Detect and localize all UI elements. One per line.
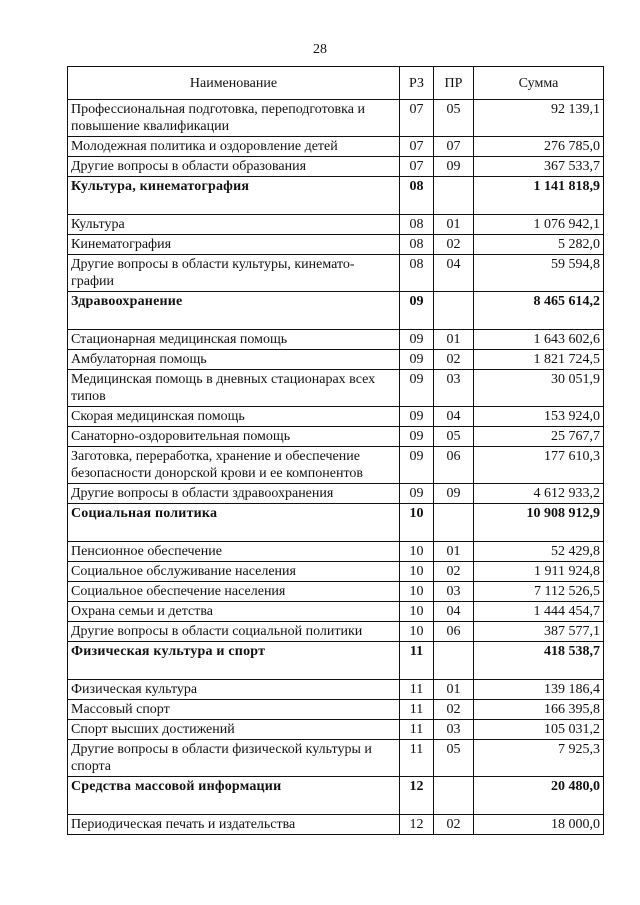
row-name-cell: Санаторно-оздоровительная помощь <box>68 427 400 447</box>
row-rz-cell: 11 <box>400 740 434 777</box>
row-rz-cell: 08 <box>400 177 434 215</box>
row-name-cell: Культура <box>68 215 400 235</box>
row-sum-cell: 59 594,8 <box>474 255 604 292</box>
row-name-cell: Пенсионное обеспечение <box>68 542 400 562</box>
row-rz-cell: 09 <box>400 407 434 427</box>
row-name-cell: Социальное обеспечение населения <box>68 582 400 602</box>
table-row <box>68 407 604 427</box>
row-rz-cell: 07 <box>400 157 434 177</box>
row-pr-cell: 02 <box>434 350 474 370</box>
row-name-cell: Медицинская помощь в дневных стационарах всех типов <box>68 370 400 407</box>
row-pr-cell: 05 <box>434 100 474 137</box>
row-rz-cell: 11 <box>400 642 434 680</box>
row-sum-cell: 5 282,0 <box>474 235 604 255</box>
row-sum-cell: 1 643 602,6 <box>474 330 604 350</box>
row-rz-cell: 10 <box>400 602 434 622</box>
row-name-cell: Амбулаторная помощь <box>68 350 400 370</box>
row-sum-cell: 20 480,0 <box>474 777 604 815</box>
table-row <box>68 137 604 157</box>
table-row <box>68 700 604 720</box>
section-row <box>68 777 604 815</box>
table-row <box>68 330 604 350</box>
row-sum-cell: 387 577,1 <box>474 622 604 642</box>
row-sum-cell: 30 051,9 <box>474 370 604 407</box>
row-name-cell: Спорт высших достижений <box>68 720 400 740</box>
table-row <box>68 350 604 370</box>
row-rz-cell: 11 <box>400 720 434 740</box>
row-sum-cell: 52 429,8 <box>474 542 604 562</box>
row-pr-cell <box>434 642 474 680</box>
row-rz-cell: 10 <box>400 582 434 602</box>
table-row <box>68 447 604 484</box>
row-rz-cell: 07 <box>400 137 434 157</box>
row-pr-cell: 09 <box>434 157 474 177</box>
row-pr-cell: 01 <box>434 330 474 350</box>
row-name-cell: Периодическая печать и издательства <box>68 815 400 835</box>
section-row <box>68 177 604 215</box>
row-sum-cell: 166 395,8 <box>474 700 604 720</box>
table-row <box>68 542 604 562</box>
table-row <box>68 235 604 255</box>
row-pr-cell: 05 <box>434 427 474 447</box>
row-sum-cell: 8 465 614,2 <box>474 292 604 330</box>
section-row <box>68 504 604 542</box>
table-header-row <box>68 67 604 100</box>
row-name-cell: Средства массовой информации <box>68 777 400 815</box>
row-pr-cell: 06 <box>434 622 474 642</box>
row-sum-cell: 7 925,3 <box>474 740 604 777</box>
row-pr-cell: 03 <box>434 370 474 407</box>
row-name-cell: Социальная политика <box>68 504 400 542</box>
table-row <box>68 255 604 292</box>
row-name-cell: Другие вопросы в области физической культуры и спорта <box>68 740 400 777</box>
table-row <box>68 100 604 137</box>
row-pr-cell <box>434 504 474 542</box>
row-sum-cell: 153 924,0 <box>474 407 604 427</box>
row-name-cell: Физическая культура и спорт <box>68 642 400 680</box>
row-rz-cell: 09 <box>400 350 434 370</box>
table-row <box>68 815 604 835</box>
table-row <box>68 680 604 700</box>
row-sum-cell: 25 767,7 <box>474 427 604 447</box>
row-rz-cell: 10 <box>400 542 434 562</box>
row-rz-cell: 07 <box>400 100 434 137</box>
row-pr-cell: 04 <box>434 255 474 292</box>
row-name-cell: Другие вопросы в области социальной политики <box>68 622 400 642</box>
table-row <box>68 602 604 622</box>
row-pr-cell: 04 <box>434 602 474 622</box>
row-pr-cell <box>434 177 474 215</box>
row-name-cell: Стационарная медицинская помощь <box>68 330 400 350</box>
header-name: Наименование <box>68 67 400 100</box>
section-row <box>68 292 604 330</box>
row-sum-cell: 92 139,1 <box>474 100 604 137</box>
table-row <box>68 215 604 235</box>
row-pr-cell: 01 <box>434 680 474 700</box>
row-name-cell: Культура, кинематография <box>68 177 400 215</box>
row-pr-cell: 04 <box>434 407 474 427</box>
row-pr-cell: 03 <box>434 720 474 740</box>
row-pr-cell: 02 <box>434 235 474 255</box>
row-name-cell: Другие вопросы в области здравоохранения <box>68 484 400 504</box>
table-row <box>68 720 604 740</box>
row-sum-cell: 1 821 724,5 <box>474 350 604 370</box>
row-sum-cell: 276 785,0 <box>474 137 604 157</box>
table-row <box>68 562 604 582</box>
row-name-cell: Кинематография <box>68 235 400 255</box>
row-pr-cell: 02 <box>434 562 474 582</box>
table-row <box>68 157 604 177</box>
row-name-cell: Другие вопросы в области культуры, кинемато-графии <box>68 255 400 292</box>
row-rz-cell: 09 <box>400 427 434 447</box>
row-name-cell: Социальное обслуживание населения <box>68 562 400 582</box>
table-row <box>68 370 604 407</box>
row-name-cell: Скорая медицинская помощь <box>68 407 400 427</box>
row-sum-cell: 177 610,3 <box>474 447 604 484</box>
row-rz-cell: 08 <box>400 255 434 292</box>
row-sum-cell: 1 444 454,7 <box>474 602 604 622</box>
row-sum-cell: 139 186,4 <box>474 680 604 700</box>
row-name-cell: Здравоохранение <box>68 292 400 330</box>
row-rz-cell: 10 <box>400 504 434 542</box>
row-rz-cell: 10 <box>400 562 434 582</box>
row-rz-cell: 08 <box>400 235 434 255</box>
table-row <box>68 622 604 642</box>
row-pr-cell: 01 <box>434 542 474 562</box>
row-name-cell: Физическая культура <box>68 680 400 700</box>
row-name-cell: Другие вопросы в области образования <box>68 157 400 177</box>
row-rz-cell: 12 <box>400 815 434 835</box>
row-rz-cell: 09 <box>400 370 434 407</box>
table-row <box>68 427 604 447</box>
page-number: 28 <box>313 42 327 57</box>
row-sum-cell: 1 911 924,8 <box>474 562 604 582</box>
header-sum: Сумма <box>474 67 604 100</box>
row-rz-cell: 09 <box>400 292 434 330</box>
row-pr-cell: 05 <box>434 740 474 777</box>
row-sum-cell: 418 538,7 <box>474 642 604 680</box>
row-pr-cell: 03 <box>434 582 474 602</box>
header-pr: ПР <box>434 67 474 100</box>
budget-table <box>67 66 604 835</box>
row-pr-cell: 02 <box>434 815 474 835</box>
table-row <box>68 582 604 602</box>
row-rz-cell: 10 <box>400 622 434 642</box>
row-name-cell: Заготовка, переработка, хранение и обеспечение безопасности донорской крови и ее компонентов <box>68 447 400 484</box>
row-rz-cell: 11 <box>400 700 434 720</box>
row-name-cell: Профессиональная подготовка, переподготовка и повышение квалификации <box>68 100 400 137</box>
row-sum-cell: 367 533,7 <box>474 157 604 177</box>
row-sum-cell: 1 141 818,9 <box>474 177 604 215</box>
row-rz-cell: 12 <box>400 777 434 815</box>
row-pr-cell: 02 <box>434 700 474 720</box>
table-row <box>68 740 604 777</box>
row-sum-cell: 4 612 933,2 <box>474 484 604 504</box>
row-sum-cell: 10 908 912,9 <box>474 504 604 542</box>
row-rz-cell: 09 <box>400 484 434 504</box>
row-rz-cell: 08 <box>400 215 434 235</box>
row-name-cell: Молодежная политика и оздоровление детей <box>68 137 400 157</box>
row-sum-cell: 7 112 526,5 <box>474 582 604 602</box>
row-name-cell: Массовый спорт <box>68 700 400 720</box>
row-sum-cell: 105 031,2 <box>474 720 604 740</box>
row-pr-cell: 09 <box>434 484 474 504</box>
row-pr-cell: 01 <box>434 215 474 235</box>
row-sum-cell: 1 076 942,1 <box>474 215 604 235</box>
row-rz-cell: 11 <box>400 680 434 700</box>
row-rz-cell: 09 <box>400 330 434 350</box>
row-rz-cell: 09 <box>400 447 434 484</box>
header-rz: РЗ <box>400 67 434 100</box>
row-sum-cell: 18 000,0 <box>474 815 604 835</box>
row-pr-cell: 07 <box>434 137 474 157</box>
row-pr-cell <box>434 292 474 330</box>
table-body <box>68 100 604 835</box>
row-pr-cell <box>434 777 474 815</box>
row-pr-cell: 06 <box>434 447 474 484</box>
section-row <box>68 642 604 680</box>
row-name-cell: Охрана семьи и детства <box>68 602 400 622</box>
table-row <box>68 484 604 504</box>
